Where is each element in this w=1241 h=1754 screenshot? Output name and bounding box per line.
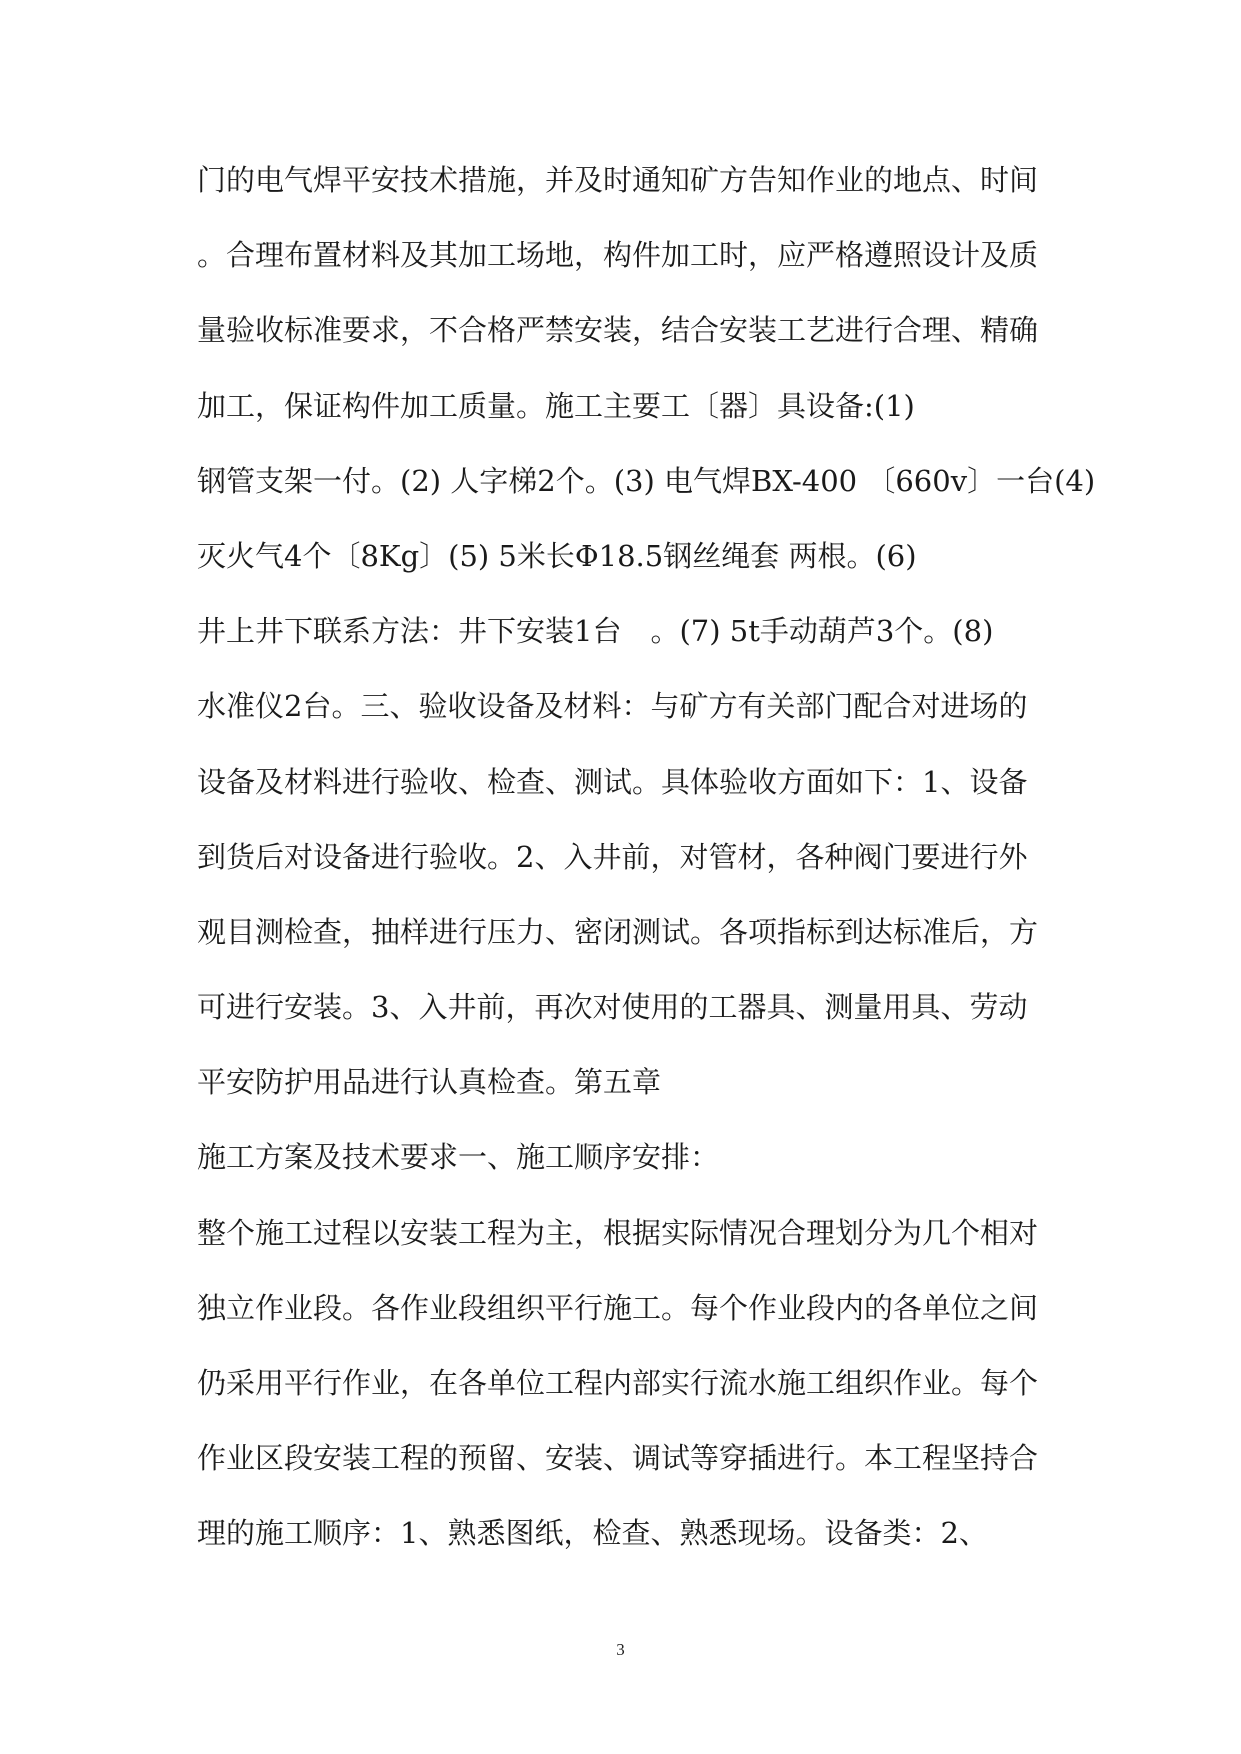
text-line: 仍采用平行作业，在各单位工程内部实行流水施工组织作业。每个 [197, 1366, 1039, 1400]
text-line: 独立作业段。各作业段组织平行施工。每个作业段内的各单位之间 [197, 1290, 1039, 1325]
text-line: 。合理布置材料及其加工场地，构件加工时，应严格遵照设计及质 [197, 238, 1039, 273]
text-line: 作业区段安装工程的预留、安装、调试等穿插进行。本工程坚持合 [197, 1441, 1039, 1476]
text-line: 观目测检查，抽样进行压力、密闭测试。各项指标到达标准后，方 [197, 914, 1039, 949]
text-line: 量验收标准要求，不合格严禁安装，结合安装工艺进行合理、精确 [197, 313, 1039, 348]
text-line: 钢管支架一付。(2) 人字梯2个。(3) 电气焊BX-400 〔660v〕一台(4) [197, 463, 1096, 498]
text-line: 平安防护用品进行认真检查。第五章 [197, 1065, 662, 1100]
text-line: 井上井下联系方法：井下安装1台 。(7) 5t手动葫芦3个。(8) [197, 614, 994, 649]
text-line: 加工，保证构件加工质量。施工主要工〔器〕具设备:(1) [197, 388, 915, 423]
text-line: 整个施工过程以安装工程为主，根据实际情况合理划分为几个相对 [197, 1215, 1039, 1250]
text-line: 施工方案及技术要求一、施工顺序安排： [197, 1140, 720, 1175]
text-line: 灭火气4个〔8Kg〕(5) 5米长Φ18.5钢丝绳套 两根。(6) [197, 538, 917, 573]
text-line: 水准仪2台。三、验收设备及材料：与矿方有关部门配合对进场的 [197, 689, 1028, 724]
text-line: 理的施工顺序：1、熟悉图纸，检查、熟悉现场。设备类：2、 [197, 1516, 988, 1551]
text-line: 到货后对设备进行验收。2、入井前，对管材，各种阀门要进行外 [197, 839, 1028, 874]
page-number: 3 [616, 1640, 625, 1659]
text-line: 设备及材料进行验收、检查、测试。具体验收方面如下：1、设备 [197, 764, 1028, 799]
text-line: 可进行安装。3、入井前，再次对使用的工器具、测量用具、劳动 [197, 990, 1028, 1025]
text-line: 门的电气焊平安技术措施，并及时通知矿方告知作业的地点、时间 [197, 163, 1039, 197]
body-text [197, 150, 1096, 1579]
